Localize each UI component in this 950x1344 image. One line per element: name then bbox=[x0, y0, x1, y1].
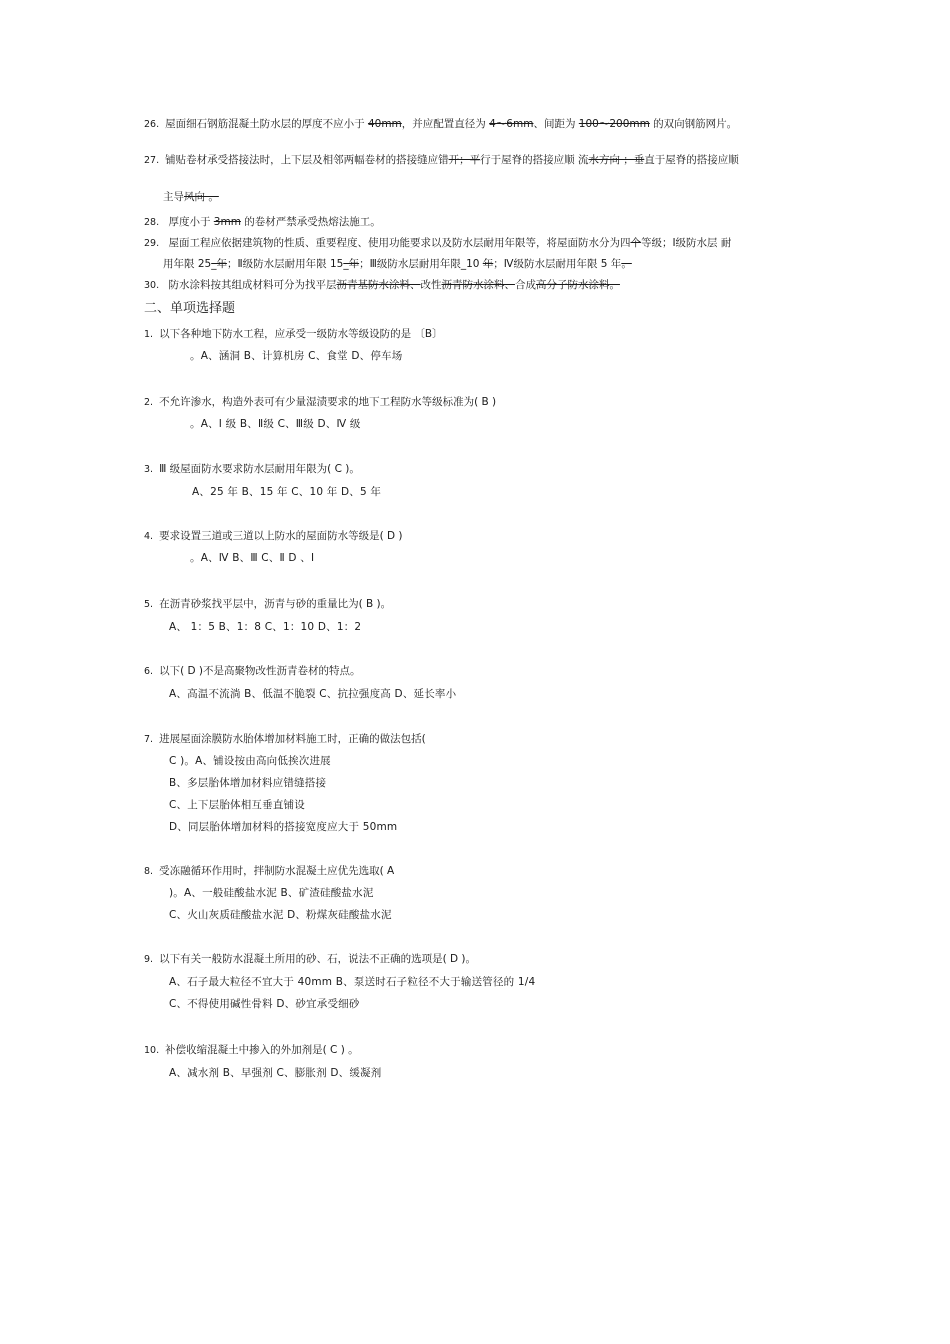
question-text: 屋面工程应依据建筑物的性质、重要程度、使用功能要求以及防水层耐用年限等，将屋面防水分为四 bbox=[165, 237, 631, 249]
question-text: Ⅲ 级屋面防水要求防水层耐用年限为( C )。 bbox=[159, 463, 360, 475]
question-text: 等级；Ⅰ级防水层 耐 bbox=[640, 237, 732, 249]
question-10-options: A、减水剂 B、早强剂 C、膨胀剂 D、缓凝剂 bbox=[169, 1067, 382, 1079]
fill-in-29-continued bbox=[163, 257, 632, 271]
question-text: 改性 bbox=[420, 279, 442, 291]
question-text: 厚度小于 bbox=[165, 216, 214, 228]
question-9-options-cd: C、不得使用碱性骨料 D、砂宜承受细砂 bbox=[169, 998, 360, 1010]
fill-in-26 bbox=[144, 117, 737, 132]
question-6-options: A、高温不流淌 B、低温不脆裂 C、抗拉强度高 D、延长率小 bbox=[169, 688, 457, 700]
question-text: 的卷材严禁承受热熔法施工。 bbox=[240, 216, 381, 228]
question-6-stem bbox=[144, 664, 361, 679]
question-number: 8. bbox=[144, 866, 154, 877]
question-9-options-ab: A、石子最大粒径不宜大于 40mm B、泵送时石子粒径不大于输送管径的 1/4 bbox=[169, 976, 536, 988]
fill-in-27-continued bbox=[163, 190, 219, 204]
question-number: 10. bbox=[144, 1045, 160, 1056]
question-number: 7. bbox=[144, 734, 154, 745]
question-text: 以下( D )不是高聚物改性沥青卷材的特点。 bbox=[159, 665, 361, 677]
question-text: 进展屋面涂膜防水胎体增加材料施工时，正确的做法包括( bbox=[159, 733, 426, 745]
question-8-options-ab: )。A、一般硅酸盐水泥 B、矿渣硅酸盐水泥 bbox=[169, 887, 374, 899]
answer-text: 开；平 bbox=[448, 154, 481, 166]
fill-in-27 bbox=[144, 153, 739, 168]
question-7-option-c: C、上下层胎体相互垂直铺设 bbox=[169, 799, 305, 811]
answer-text: 。 bbox=[621, 258, 632, 270]
item-number: 30. bbox=[144, 280, 160, 291]
question-text: 以下有关一般防水混凝土所用的砂、石，说法不正确的选项是( D )。 bbox=[159, 953, 477, 965]
fill-in-30 bbox=[144, 278, 620, 293]
question-number: 3. bbox=[144, 464, 154, 475]
question-text: ；Ⅲ级防水层耐用年限_10 bbox=[359, 258, 483, 270]
question-text: 在沥青砂浆找平层中，沥青与砂的重量比为( B )。 bbox=[159, 598, 392, 610]
question-text: 防水涂料按其组成材料可分为找平层 bbox=[165, 279, 337, 291]
question-1-options: 。A、涵洞 B、计算机房 C、食堂 D、停车场 bbox=[190, 350, 403, 362]
answer-text: _年 bbox=[343, 258, 360, 270]
question-4-stem bbox=[144, 529, 403, 544]
question-text: ，并应配置直径为 bbox=[401, 118, 490, 130]
question-text: 、间距为 bbox=[533, 118, 579, 130]
answer-text: 40mm bbox=[367, 118, 402, 130]
question-5-options: A、 1：5 B、1：8 C、1：10 D、1：2 bbox=[169, 621, 362, 633]
question-3-stem bbox=[144, 462, 360, 477]
question-text: ；Ⅱ级防水层耐用年限 15 bbox=[226, 258, 344, 270]
question-number: 2. bbox=[144, 397, 154, 408]
question-7-option-b: B、多层胎体增加材料应错缝搭接 bbox=[169, 777, 327, 789]
question-number: 1. bbox=[144, 329, 154, 340]
item-number: 29. bbox=[144, 238, 160, 249]
question-7-stem bbox=[144, 732, 426, 747]
question-text: 不允许渗水，构造外表可有少量湿渍要求的地下工程防水等级标准为( B ) bbox=[159, 396, 497, 408]
answer-text: 高分子防水涂料。 bbox=[535, 279, 620, 291]
fill-in-28 bbox=[144, 215, 381, 230]
answer-text: 3mm bbox=[213, 216, 241, 228]
question-text: 主导 bbox=[163, 191, 184, 203]
answer-text: 个 bbox=[630, 237, 641, 249]
item-number: 28. bbox=[144, 217, 160, 228]
answer-text: 100～200mm bbox=[578, 118, 650, 130]
question-text: 以下各种地下防水工程，应承受一级防水等级设防的是 〔B〕 bbox=[159, 328, 443, 340]
question-text: 屋面细石钢筋混凝土防水层的厚度不应小于 bbox=[165, 118, 368, 130]
question-1-stem bbox=[144, 327, 443, 342]
question-7-option-a: C )。A、铺设按由高向低挨次进展 bbox=[169, 755, 331, 767]
answer-text: 水方向 ；垂 bbox=[588, 154, 645, 166]
answer-text: 年 bbox=[482, 258, 494, 270]
item-number: 26. bbox=[144, 119, 160, 130]
question-text: 受冻融循环作用时，拌制防水混凝土应优先选取( A bbox=[159, 865, 395, 877]
question-text: 行于屋脊的搭接应顺 流 bbox=[480, 154, 589, 166]
question-2-stem bbox=[144, 395, 496, 410]
question-8-stem bbox=[144, 864, 394, 879]
question-text: 的双向钢筋网片。 bbox=[649, 118, 738, 130]
question-text: 补偿收缩混凝土中掺入的外加剂是( C ) 。 bbox=[165, 1044, 359, 1056]
question-text: 合成 bbox=[514, 279, 536, 291]
question-4-options: 。A、Ⅳ B、Ⅲ C、Ⅱ D 、Ⅰ bbox=[190, 552, 315, 564]
question-8-options-cd: C、火山灰质硅酸盐水泥 D、粉煤灰硅酸盐水泥 bbox=[169, 909, 392, 921]
question-number: 4. bbox=[144, 531, 154, 542]
item-number: 27. bbox=[144, 155, 160, 166]
question-10-stem bbox=[144, 1043, 359, 1058]
answer-text: 风向 。 bbox=[184, 191, 219, 203]
answer-text: _年 bbox=[211, 258, 227, 270]
question-text: 要求设置三道或三道以上防水的屋面防水等级是( D ) bbox=[159, 530, 403, 542]
answer-text: 沥青基防水涂料、 bbox=[336, 279, 421, 291]
answer-text: 4～6mm bbox=[489, 118, 534, 130]
question-text: ；Ⅳ级防水层耐用年限 5 年 bbox=[493, 258, 622, 270]
question-number: 5. bbox=[144, 599, 154, 610]
question-text: 用年限 25 bbox=[163, 258, 212, 270]
section-title: 二、单项选择题 bbox=[144, 301, 236, 316]
question-7-option-d: D、同层胎体增加材料的搭接宽度应大于 50mm bbox=[169, 821, 398, 833]
answer-text: 沥青防水涂料、 bbox=[441, 279, 515, 291]
question-3-options: A、25 年 B、15 年 C、10 年 D、5 年 bbox=[192, 486, 382, 498]
question-5-stem bbox=[144, 597, 391, 612]
question-2-options: 。A、Ⅰ 级 B、Ⅱ级 C、Ⅲ级 D、Ⅳ 级 bbox=[190, 418, 361, 430]
fill-in-29 bbox=[144, 236, 731, 251]
question-number: 9. bbox=[144, 954, 154, 965]
question-number: 6. bbox=[144, 666, 154, 677]
question-text: 铺贴卷材承受搭接法时，上下层及相邻两幅卷材的搭接缝应错 bbox=[165, 154, 449, 166]
question-text: 直于屋脊的搭接应顺 bbox=[644, 154, 739, 166]
question-9-stem bbox=[144, 952, 476, 967]
